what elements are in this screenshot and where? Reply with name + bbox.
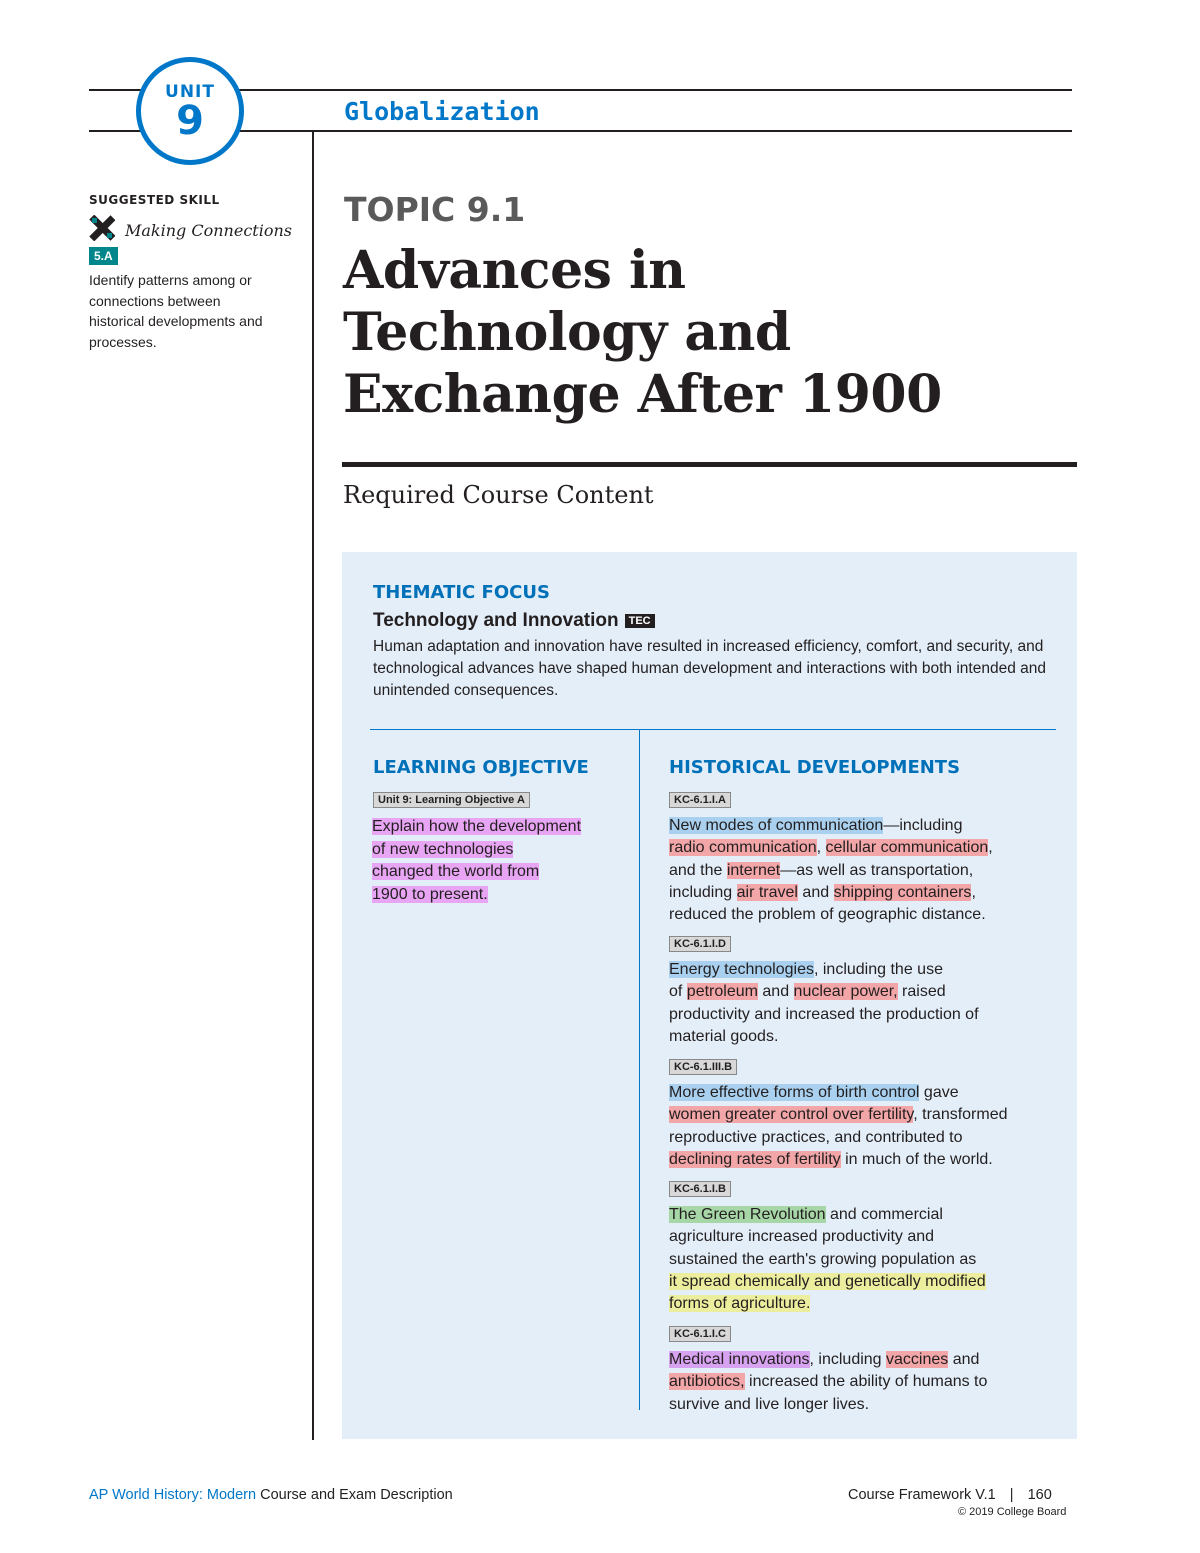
topic-number: TOPIC 9.1	[344, 190, 526, 229]
footer-page-number: 160	[1027, 1487, 1052, 1503]
panel-divider	[370, 729, 1056, 730]
skill-code-badge: 5.A	[89, 247, 118, 265]
making-connections-icon	[89, 215, 115, 246]
section-title: Required Course Content	[343, 481, 654, 509]
skill-name: Making Connections	[125, 221, 292, 240]
theme-tag: TEC	[625, 614, 655, 628]
historical-developments-heading: HISTORICAL DEVELOPMENTS	[669, 757, 961, 778]
thematic-focus-heading: THEMATIC FOCUS	[373, 582, 550, 603]
title-divider	[342, 462, 1077, 467]
topic-title	[343, 240, 1063, 426]
footer-course-description: Course and Exam Description	[256, 1487, 453, 1503]
kc-tag: KC-6.1.I.C	[669, 1326, 731, 1342]
kc-tag: KC-6.1.I.D	[669, 936, 731, 952]
kc-tag: KC-6.1.III.B	[669, 1059, 737, 1075]
historical-development: Medical innovations, including vaccines and antibiotics, increased the ability of humans to survive and live longer lives.	[669, 1351, 988, 1413]
footer-page-info	[848, 1487, 1052, 1503]
historical-development: More effective forms of birth control gave women greater control over fertility, transformed reproductive practices, and contributed to declining rates of fertility in much of the world.	[669, 1084, 1008, 1168]
suggested-skill-heading: SUGGESTED SKILL	[89, 193, 220, 207]
lo-line: of new technologies	[372, 840, 514, 858]
kc-tag: KC-6.1.I.B	[669, 1181, 731, 1197]
footer-course-name: AP World History: Modern	[89, 1487, 257, 1503]
skill-description: Identify patterns among or connections between historical developments and processes.	[89, 272, 263, 350]
topic-title-line: Advances in	[343, 240, 686, 301]
topic-title-line: Exchange After 1900	[343, 364, 942, 425]
theme-name: Technology and Innovation	[373, 610, 619, 631]
footer-separator: |	[1009, 1487, 1014, 1503]
topic-title-line: Technology and	[343, 302, 791, 363]
footer-course	[89, 1487, 453, 1503]
panel-column-divider	[639, 730, 640, 1410]
unit-number: 9	[176, 98, 204, 144]
skill-row	[89, 215, 292, 246]
learning-objective-tag: Unit 9: Learning Objective A	[373, 792, 530, 808]
theme-name-row	[373, 610, 655, 632]
lo-line: 1900 to present.	[372, 885, 488, 903]
learning-objective-text	[372, 816, 622, 906]
unit-label: UNIT	[165, 82, 215, 102]
historical-development: New modes of communication—including radio communication, cellular communication, and the internet—as well as transportation, including air travel and shipping containers, reduced the problem of geographic distance.	[669, 817, 993, 924]
footer-framework: Course Framework V.1	[848, 1487, 996, 1503]
footer-copyright: © 2019 College Board	[958, 1506, 1067, 1518]
lo-line: changed the world from	[372, 863, 540, 880]
column-divider	[312, 132, 314, 1440]
historical-development: Energy technologies, including the use of petroleum and nuclear power, raised productivity and increased the production of material goods.	[669, 961, 979, 1045]
unit-title: Globalization	[344, 97, 540, 126]
historical-development: The Green Revolution and commercial agriculture increased productivity and sustained the earth's growing population as it spread chemically and genetically modified forms of agriculture.	[669, 1206, 986, 1313]
learning-objective-heading: LEARNING OBJECTIVE	[373, 757, 589, 778]
kc-tag: KC-6.1.I.A	[669, 792, 731, 808]
unit-badge	[136, 57, 244, 165]
lo-line: Explain how the development	[372, 818, 582, 835]
theme-description: Human adaptation and innovation have resulted in increased efficiency, comfort, and security, and technological advances have shaped human development and interactions with both intended and unintended consequences.	[373, 638, 1047, 699]
